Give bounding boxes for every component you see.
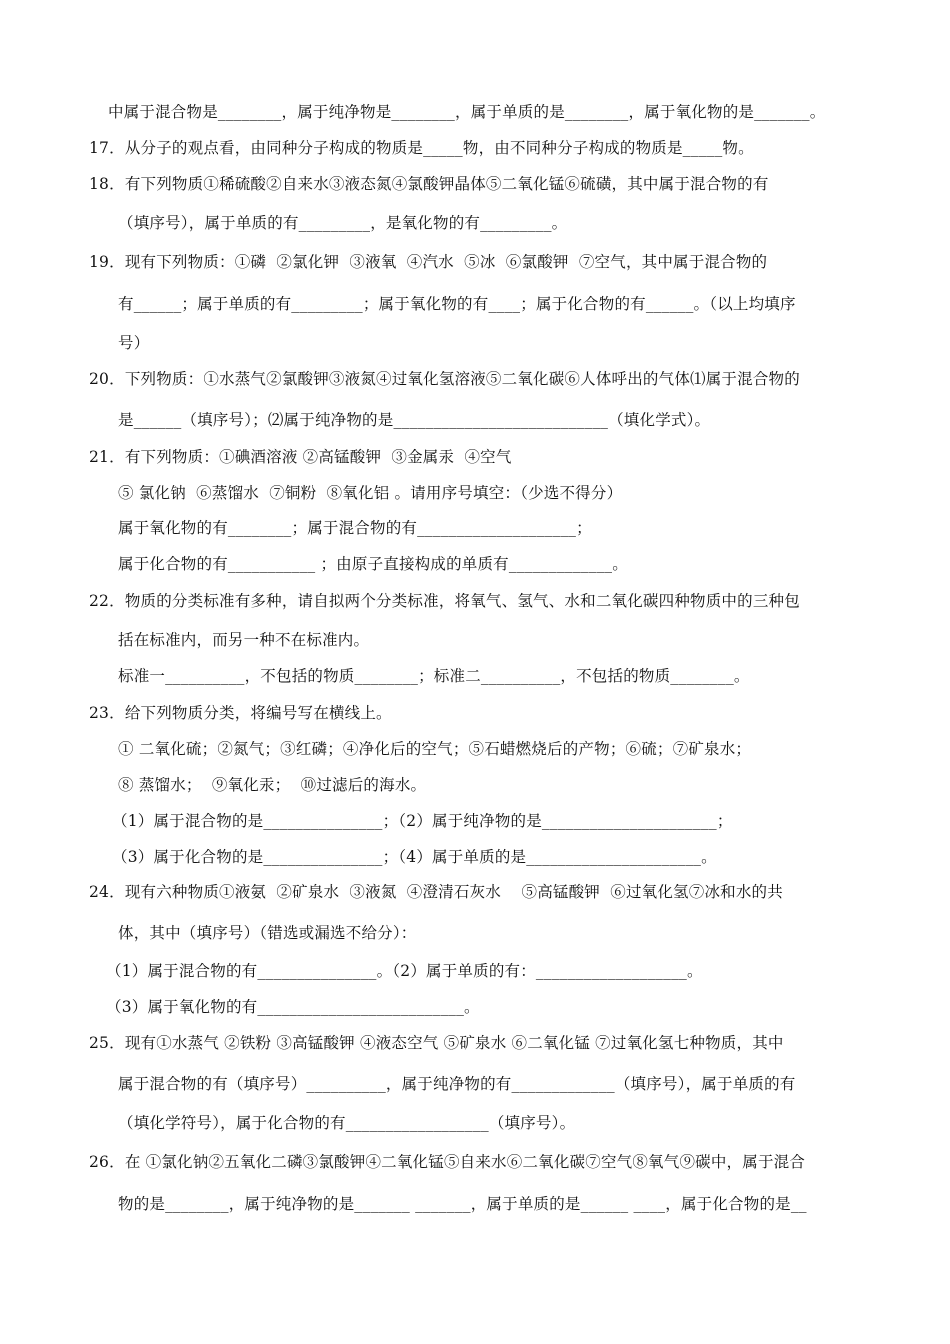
text-line: 23．给下列物质分类，将编号写在横线上。 (89, 704, 392, 722)
text-line: ⑧ 蒸馏水； ⑨氧化汞； ⑩过滤后的海水。 (118, 776, 427, 794)
text-line: 有______；属于单质的有_________；属于氧化物的有____；属于化合物的有______。（以上均填序 (118, 295, 796, 313)
text-line: 括在标准内，而另一种不在标准内。 (118, 631, 370, 649)
text-line: 19．现有下列物质：①磷 ②氯化钾 ③液氧 ④汽水 ⑤冰 ⑥氯酸钾 ⑦空气，其中属于混合物的 (89, 253, 768, 271)
text-line: 属于化合物的有___________ ；由原子直接构成的单质有_____________。 (118, 555, 628, 573)
text-line: （3）属于氧化物的有__________________________。 (106, 998, 480, 1016)
text-line: 24．现有六种物质①液氨 ②矿泉水 ③液氮 ④澄清石灰水 ⑤高锰酸钾 ⑥过氧化氢⑦冰和水的共 (89, 883, 783, 901)
text-line: 标准一__________，不包括的物质________；标准二__________，不包括的物质________。 (118, 667, 750, 685)
text-line: （1）属于混合物的是_______________；（2）属于纯净物的是______________________； (112, 812, 733, 830)
text-line: 18．有下列物质①稀硫酸②自来水③液态氮④氯酸钾晶体⑤二氧化锰⑥硫磺，其中属于混合物的有 (89, 175, 769, 193)
text-line: （填化学符号），属于化合物的有__________________（填序号）。 (118, 1114, 576, 1132)
text-line: 26．在 ①氯化钠②五氧化二磷③氯酸钾④二氧化锰⑤自来水⑥二氧化碳⑦空气⑧氧气⑨碳中，属于混合 (89, 1153, 806, 1171)
text-line: 物的是________，属于纯净物的是_______ _______，属于单质的是______ ____，属于化合物的是__ (118, 1195, 807, 1213)
text-line: 22．物质的分类标准有多种，请自拟两个分类标准，将氧气、氢气、水和二氧化碳四种物质中的三种包 (89, 592, 800, 610)
text-line: 中属于混合物是________，属于纯净物是________，属于单质的是________，属于氧化物的是_______。 (108, 103, 826, 121)
text-line: （1）属于混合物的有_______________。（2）属于单质的有：___________________。 (106, 962, 703, 980)
text-line: 属于氧化物的有________；属于混合物的有____________________； (118, 519, 592, 537)
text-line: 17．从分子的观点看，由同种分子构成的物质是_____物，由不同种分子构成的物质是_____物。 (89, 139, 754, 157)
text-line: ① 二氧化硫；②氮气；③红磷；④净化后的空气；⑤石蜡燃烧后的产物；⑥硫；⑦矿泉水； (118, 740, 752, 758)
text-line: 20．下列物质：①水蒸气②氯酸钾③液氮④过氧化氢溶液⑤二氧化碳⑥人体呼出的气体⑴属于混合物的 (89, 370, 800, 388)
text-line: ⑤ 氯化钠 ⑥蒸馏水 ⑦铜粉 ⑧氧化铝 。请用序号填空：（少选不得分） (118, 484, 623, 502)
text-line: （3）属于化合物的是_______________；（4）属于单质的是______________________。 (112, 848, 717, 866)
text-line: 是______（填序号）；⑵属于纯净物的是___________________________（填化学式）。 (118, 411, 711, 429)
text-line: 体，其中（填序号）（错选或漏选不给分）： (118, 924, 417, 942)
text-line: 属于混合物的有（填序号）__________，属于纯净物的有_____________（填序号），属于单质的有 (118, 1075, 796, 1093)
text-line: 号） (118, 334, 150, 352)
text-line: 21．有下列物质：①碘酒溶液 ②高锰酸钾 ③金属汞 ④空气 (89, 448, 512, 466)
text-line: 25．现有①水蒸气 ②铁粉 ③高锰酸钾 ④液态空气 ⑤矿泉水 ⑥二氧化锰 ⑦过氧化氢七种物质，其中 (89, 1034, 784, 1052)
text-line: （填序号），属于单质的有_________，是氧化物的有_________。 (118, 214, 568, 232)
